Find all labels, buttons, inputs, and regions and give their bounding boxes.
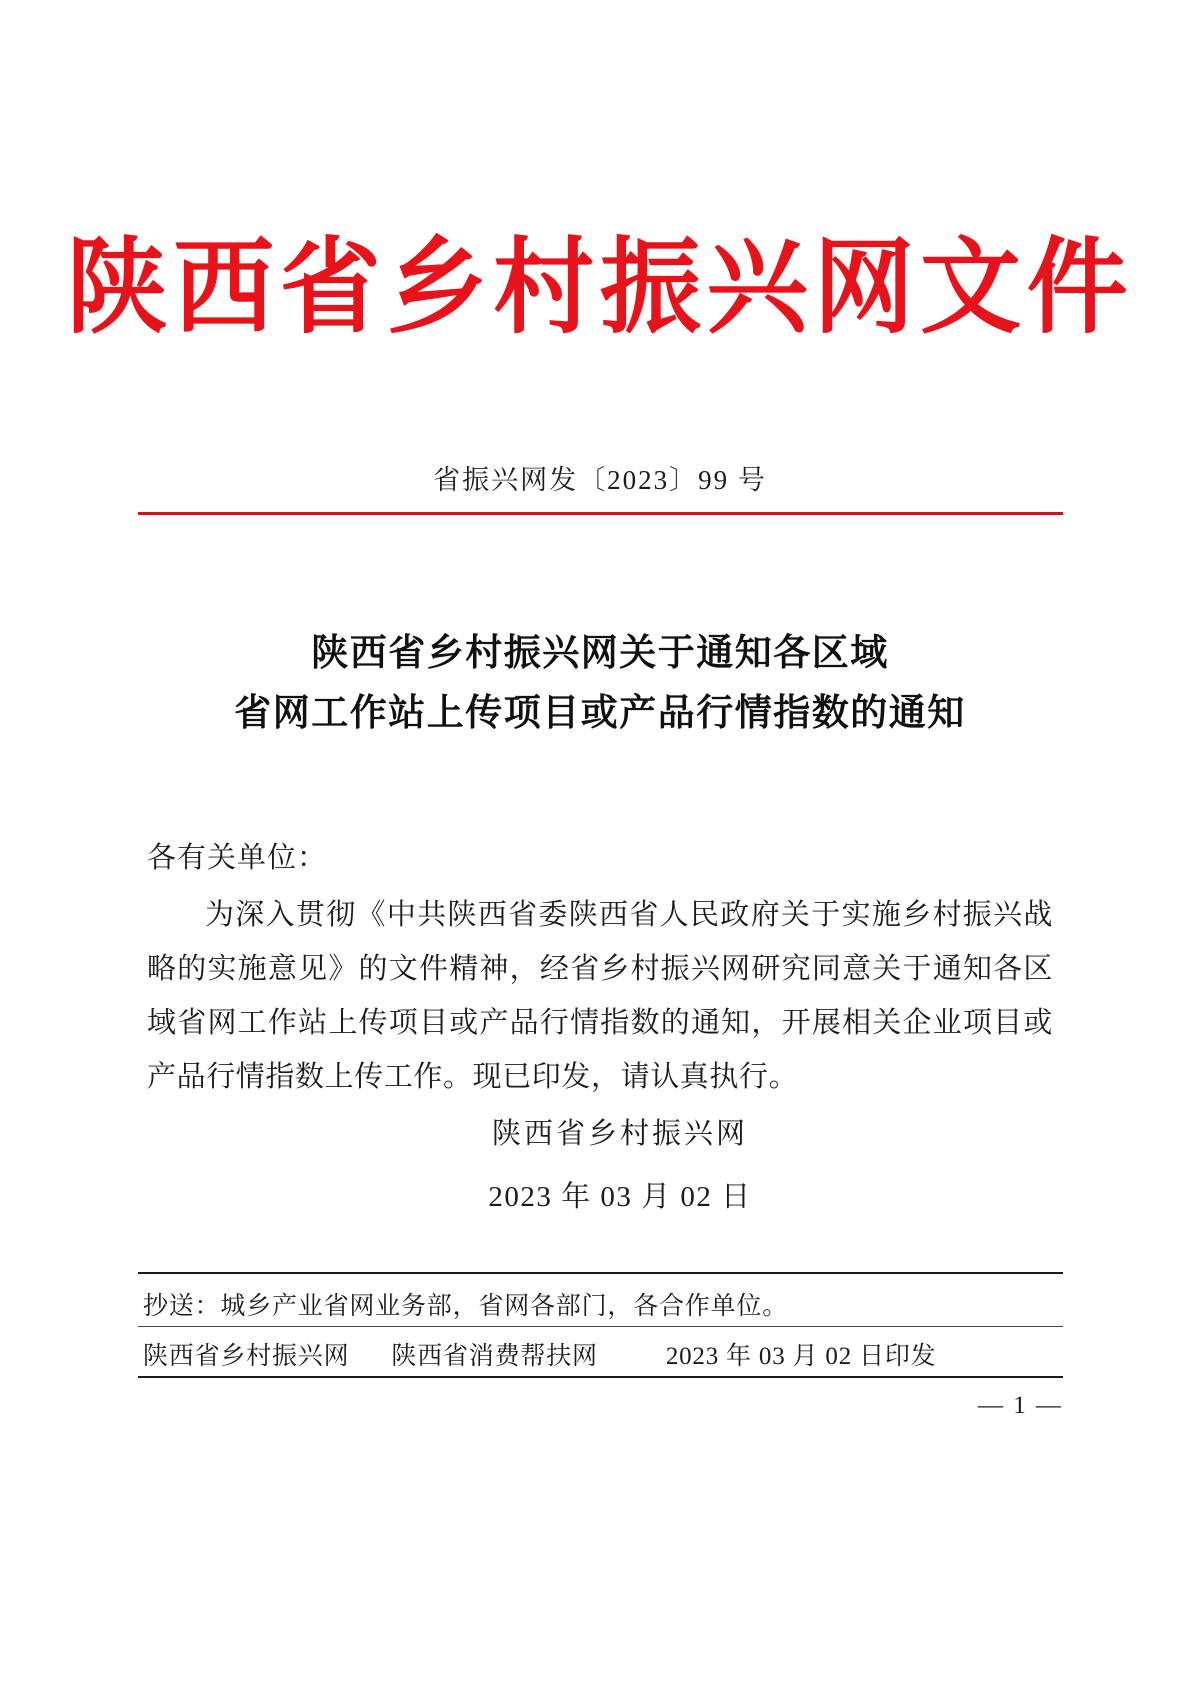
- page-title-line-1: 陕西省乡村振兴网关于通知各区域: [311, 633, 889, 674]
- footer-middle-rule: [138, 1326, 1063, 1327]
- signature-organization: 陕西省乡村振兴网: [491, 1118, 748, 1150]
- footer-top-rule: [138, 1272, 1063, 1274]
- footer-bottom-rule: [138, 1376, 1063, 1378]
- masthead: [0, 228, 1200, 351]
- footer-imprint: [143, 1336, 1063, 1372]
- masthead-title: 陕西省乡村振兴网文件: [66, 231, 1134, 346]
- body-paragraph: 为深入贯彻《中共陕西省委陕西省人民政府关于实施乡村振兴战略的实施意见》的文件精神，经省乡村振兴网研究同意关于通知各区域省网工作站上传项目或产品行情指数的通知，开展相关企业项目或产品行情指数上传工作。现已印发，请认真执行。: [147, 898, 1053, 1093]
- signature-date: 2023 年 03 月 02 日: [488, 1180, 752, 1213]
- footer-imprint-date: 2023 年 03 月 02 日印发: [665, 1343, 937, 1370]
- signature-block: [0, 1112, 1200, 1220]
- footer-imprint-org-2: 陕西省消费帮扶网: [391, 1343, 598, 1370]
- document-number: 省振兴网发〔2023〕99 号: [433, 465, 767, 495]
- page-title: [150, 624, 1050, 744]
- document-body: [147, 836, 1053, 1105]
- footer-cc-line: 抄送：城乡产业省网业务部，省网各部门，各合作单位。: [143, 1293, 789, 1320]
- red-separator-rule: [138, 512, 1063, 515]
- footer-imprint-org-1: 陕西省乡村振兴网: [143, 1343, 350, 1370]
- page-number: — 1 —: [978, 1392, 1063, 1419]
- salutation: 各有关单位：: [147, 842, 328, 874]
- page-title-line-2: 省网工作站上传项目或产品行情指数的通知: [234, 692, 966, 734]
